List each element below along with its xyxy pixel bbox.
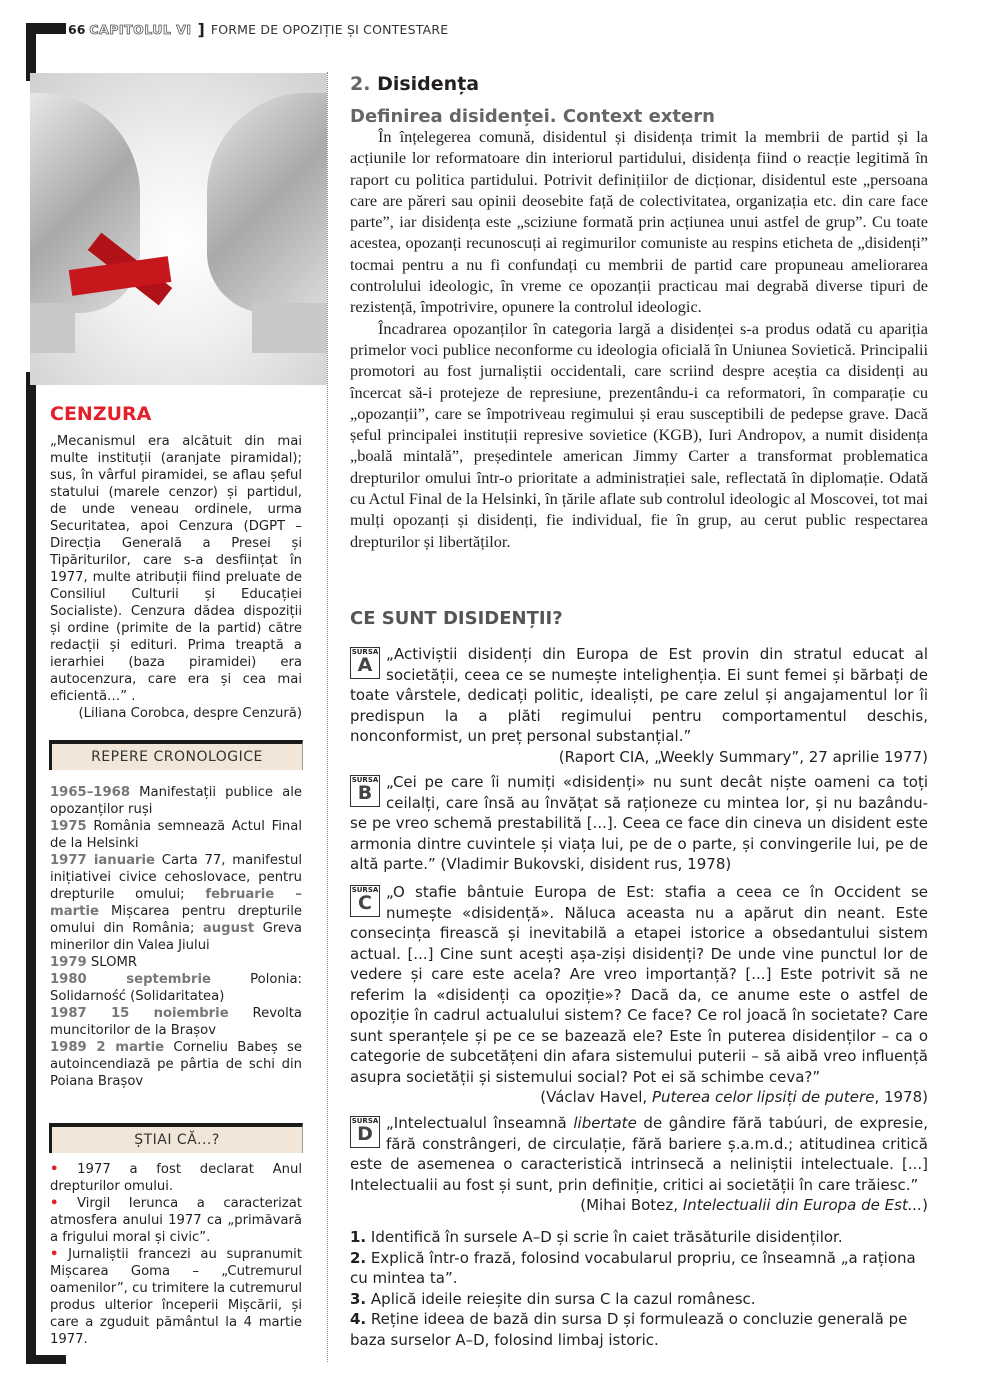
cite-text: ) [922, 1196, 928, 1214]
cite-work-title: Puterea celor lipsiți de putere [651, 1088, 875, 1106]
bullet-icon: • [50, 1247, 59, 1262]
task-item [350, 1248, 928, 1289]
stiai-text: 1977 a fost declarat Anul drepturilor omului. [50, 1162, 303, 1194]
timeline-text: Greva minerilor din Valea Jiului [50, 921, 302, 953]
source-citation: (Raport CIA, „Weekly Summary”, 27 aprilie 1977) [558, 747, 928, 766]
cenzura-source: (Liliana Corobca, despre Cenzură) [78, 706, 302, 721]
cite-text: (Mihai Botez, [580, 1196, 683, 1214]
timeline-text: Corneliu Babeș se autoincendiază pe pârtia de schi din Poiana Brașov [50, 1040, 302, 1089]
list-item [50, 1246, 302, 1348]
task-item [350, 1227, 928, 1248]
task-item [350, 1289, 928, 1310]
source-badge [350, 1116, 380, 1148]
source-text-italic: libertate [573, 1114, 637, 1132]
stiai-header: ȘTIAI CĂ...? [49, 1123, 303, 1153]
subsection-title: Definirea disidenței. Context extern [350, 106, 715, 127]
task-item [350, 1309, 928, 1350]
badge-letter: B [357, 782, 373, 804]
source-text-part: „Intelectualul înseamnă [386, 1114, 574, 1132]
paper-head-right [207, 93, 327, 313]
cenzura-box [50, 433, 302, 722]
timeline-date: 1979 [50, 955, 87, 970]
source-text: „Cei pe care îi numiți «disidenți» nu sunt decât niște oameni ca toți ceilalți, care însă au învățat să raționeze cu mintea lor, și nu bazându-se pe vreo schemă prestabilită [...]. Ceea ce face din cineva un disident este armonia dintre cuvintele și viața lui, pe de o parte, și convingerile lui, pe de altă parte.” (Vladimir Bukovski, disident rus, 1978) [350, 773, 928, 873]
stiai-list [50, 1161, 302, 1348]
bracket-glyph: ] [197, 20, 205, 39]
task-text: Reține ideea de bază din sursa D și formulează o concluzie generală pe baza surselor A–D, folosind limbaj istoric. [350, 1310, 908, 1349]
timeline-text: România semnează Actul Final de la Helsinki [50, 819, 302, 851]
source-badge [350, 647, 380, 679]
badge-label: SURSA [351, 648, 379, 656]
task-number: 3. [350, 1289, 367, 1308]
source-b [350, 772, 928, 875]
timeline-date: februarie – martie [50, 887, 302, 919]
task-text: Identifică în sursele A–D și scrie în caiet trăsăturile disidenților. [366, 1228, 843, 1246]
badge-letter: C [358, 892, 372, 914]
list-item [50, 1195, 302, 1246]
list-item [50, 1161, 302, 1195]
timeline-text: Mișcarea pentru drepturile omului din România; [50, 904, 302, 936]
source-c [350, 882, 928, 1108]
timeline-date: 1987 15 noiembrie [50, 1006, 229, 1021]
timeline-date: 1980 septembrie [50, 972, 211, 987]
chapter-label: CAPITOLUL VI [89, 22, 192, 37]
timeline-date: august [202, 921, 255, 936]
page-number: 66 [68, 22, 86, 37]
timeline-date: 1975 [50, 819, 87, 834]
badge-label: SURSA [351, 1117, 379, 1125]
cite-text: (Václav Havel, [540, 1088, 652, 1106]
timeline-text: Manifestații publice ale opozanților ruși [50, 785, 302, 817]
paragraph: Încadrarea opozanților în categoria largă a disidenței s-a produs odată cu apariția primelor voci publice neconforme cu ideologia oficială în Uniunea Sovietică. Principalii promotori au fost jurnaliștii occidentali, care scriind despre aceștia ca disidenți au încercat să-i protejeze de represiune, prezentându-i ca reformatori, în comparație cu „opozanții”, care se împotriveau regimului și erau susceptibili de pedepse grave. Dacă șeful principalei instituții represive sovietice (KGB), Iuri Andropov, a numit disidența „boală mintală”, președintele american Jimmy Carter a transformat problematica drepturilor omului într-o prioritate a administrației sale, reflectată în diplomație. Odată cu Actul Final de la Helsinki, în țările aflate sub controlul ideologic al Moscovei, tot mai mulți opozanți și disidenți, fie individual, fie în grup, au cerut public respectarea drepturilor și libertăților. [350, 318, 928, 551]
timeline-text: Polonia: Solidarność (Solidaritatea) [50, 972, 302, 1004]
timeline-date: 1977 ianuarie [50, 853, 155, 868]
paragraph: În înțelegerea comună, disidentul și disidența trimit la membrii de partid și la acțiunile lor reformatoare din interiorul partidului, disidența fiind o reacție legitimă în raport cu politica partidului. Potrivit definițiilor de dicționar, disidentul este „persoana care are păreri sau opinii deosebite față de colectivitatea, organizația etc. din care face parte”, iar disidența este „sciziune formată prin acțiunea unui astfel de grup”. Cu toate acestea, opozanți recunoscuți ai regimurilor comuniste au respins eticheta de „disidenți” tocmai pentru a nu fi confundați cu membrii de partid care propuneau ameliorarea controlului ideologic, în vreme ce opozanții practicau mai degrabă diverse tipuri de rezistență, împotrivire, opunere la controlul ideologic. [350, 127, 928, 317]
chapter-title: FORME DE OPOZIȚIE ȘI CONTESTARE [210, 22, 449, 37]
badge-letter: A [357, 654, 373, 676]
task-number: 2. [350, 1248, 367, 1267]
section-title [350, 73, 928, 95]
timeline-text: SLOMR [86, 955, 138, 970]
cite-work-title: Intelectualii din Europa de Est... [682, 1196, 923, 1214]
badge-letter: D [357, 1123, 373, 1145]
task-text: Aplică ideile reieșite din sursa C la cazul românesc. [366, 1289, 756, 1308]
bullet-icon: • [50, 1162, 59, 1177]
source-badge [350, 885, 380, 917]
source-a [350, 644, 928, 767]
source-text: „O stafie bântuie Europa de Est: stafia a ceea ce în Occident se numește «disidență». Năluca aceasta nu a apărut din neant. Este consecința firească și inevitabilă a etapei istorice a obsedantului sistem actual. [...] Cine sunt acești așa-ziși disidenți? De unde vine punctul lor de vedere și care este acela? Are vreo importanță? [...] Este potrivit să ne referim la «disidenți ca opoziție»? Dacă da, ce anume este o astfel de opoziție în cadrul actualului sistem? Ce face? Ce rol joacă în societate? Care sunt speranțele și pe ce se bazează ele? Este în puterea disidenților – ca o categorie de subcetățeni din afara sistemului puterii – să aibă vreo influență asupra societății și sistemului social? Pot ei să schimbe ceva?” [350, 883, 928, 1086]
paper-neck-left [30, 303, 75, 353]
task-text: Explică într-o frază, folosind vocabularul propriu, ce înseamnă „a raționa cu mintea ta”. [350, 1248, 916, 1287]
cite-text: , 1978) [874, 1088, 928, 1106]
timeline-date: 1989 2 martie [50, 1040, 165, 1055]
source-badge [350, 775, 380, 807]
source-citation [350, 1087, 928, 1108]
bullet-icon: • [50, 1196, 59, 1211]
page-bracket-left-lower [26, 372, 36, 1362]
source-d [350, 1113, 928, 1216]
badge-label: SURSA [351, 776, 379, 784]
stiai-text: Jurnaliștii francezi au supranumit Mișcarea Goma – „Cutremurul oamenilor”, cu trimitere la cutremurul produs ulterior începerii Mișcării, și care a zguduit pământul la 4 martie 1977. [50, 1247, 302, 1347]
cenzura-text: „Mecanismul era alcătuit din mai multe instituții (aranjate piramidal); sus, în vârful piramidei, se aflau șeful statului (marele cenzor) și partidul, de unde veneau ordinele, urma Securitatea, apoi Cenzura (DGPT – Direcția Generală a Presei și Tipăriturilor, care s-a desființat în 1977, multe atribuții fiind preluate de Consiliul Culturii și Educației Socialiste). Cenzura dădea dispoziții și ordine (primite de la partid) către redacții și edituri. Prima treaptă a ierarhiei (baza piramidei) era autocenzura, care era și cea mai eficientă…” . [50, 434, 302, 704]
stiai-text: Virgil Ierunca a caracterizat atmosfera anului 1977 ca „primăvară a frigului moral și civic”. [50, 1196, 302, 1245]
source-citation [350, 1195, 928, 1216]
page-bracket-bottom [26, 1355, 66, 1364]
question-title: CE SUNT DISIDENȚII? [350, 608, 563, 629]
main-body [350, 126, 928, 552]
section-number: 2. [350, 73, 371, 95]
source-text [350, 1113, 928, 1195]
timeline-date: 1965–1968 [50, 785, 131, 800]
timeline-text: Revolta muncitorilor de la Brașov [50, 1006, 302, 1038]
cenzura-title: CENZURA [50, 403, 152, 425]
task-list [350, 1227, 928, 1350]
badge-label: SURSA [351, 886, 379, 894]
illustration-censorship-heads [30, 73, 327, 385]
source-text: „Activiștii disidenți din Europa de Est provin din stratul educat al societății, ceea ce se numește intelighenția. Ei sunt femei și bărbați de toate vârstele, dedicați politic, idealiști, pe care zelul și angajamentul lor îi predispun la a plăti regimului pentru comportamentul deschis, nonconformist, un preț personal substanțial.” [350, 645, 928, 745]
column-divider [327, 72, 328, 1362]
task-number: 4. [350, 1310, 367, 1328]
paper-neck-right [252, 303, 327, 353]
section-title-text: Disidența [377, 73, 480, 95]
source-text-part: de gândire fără tabúuri, de expresie, fără constrângeri, de circulație, fără bariere ș.a.m.d.; atitudinea critică este de asemenea o caracteristică intrinsecă a neliniștii intelectuale. [...] Intelectualii au fost și sunt, prin definiție, critici ai societății în care trăiesc.” [350, 1114, 928, 1194]
repere-list [50, 784, 302, 1090]
timeline-text: Carta 77, manifestul inițiativei civice cehoslovace, pentru drepturile omului; [50, 853, 303, 902]
task-number: 1. [350, 1228, 367, 1246]
running-header [68, 20, 448, 39]
repere-header: REPERE CRONOLOGICE [49, 740, 303, 770]
